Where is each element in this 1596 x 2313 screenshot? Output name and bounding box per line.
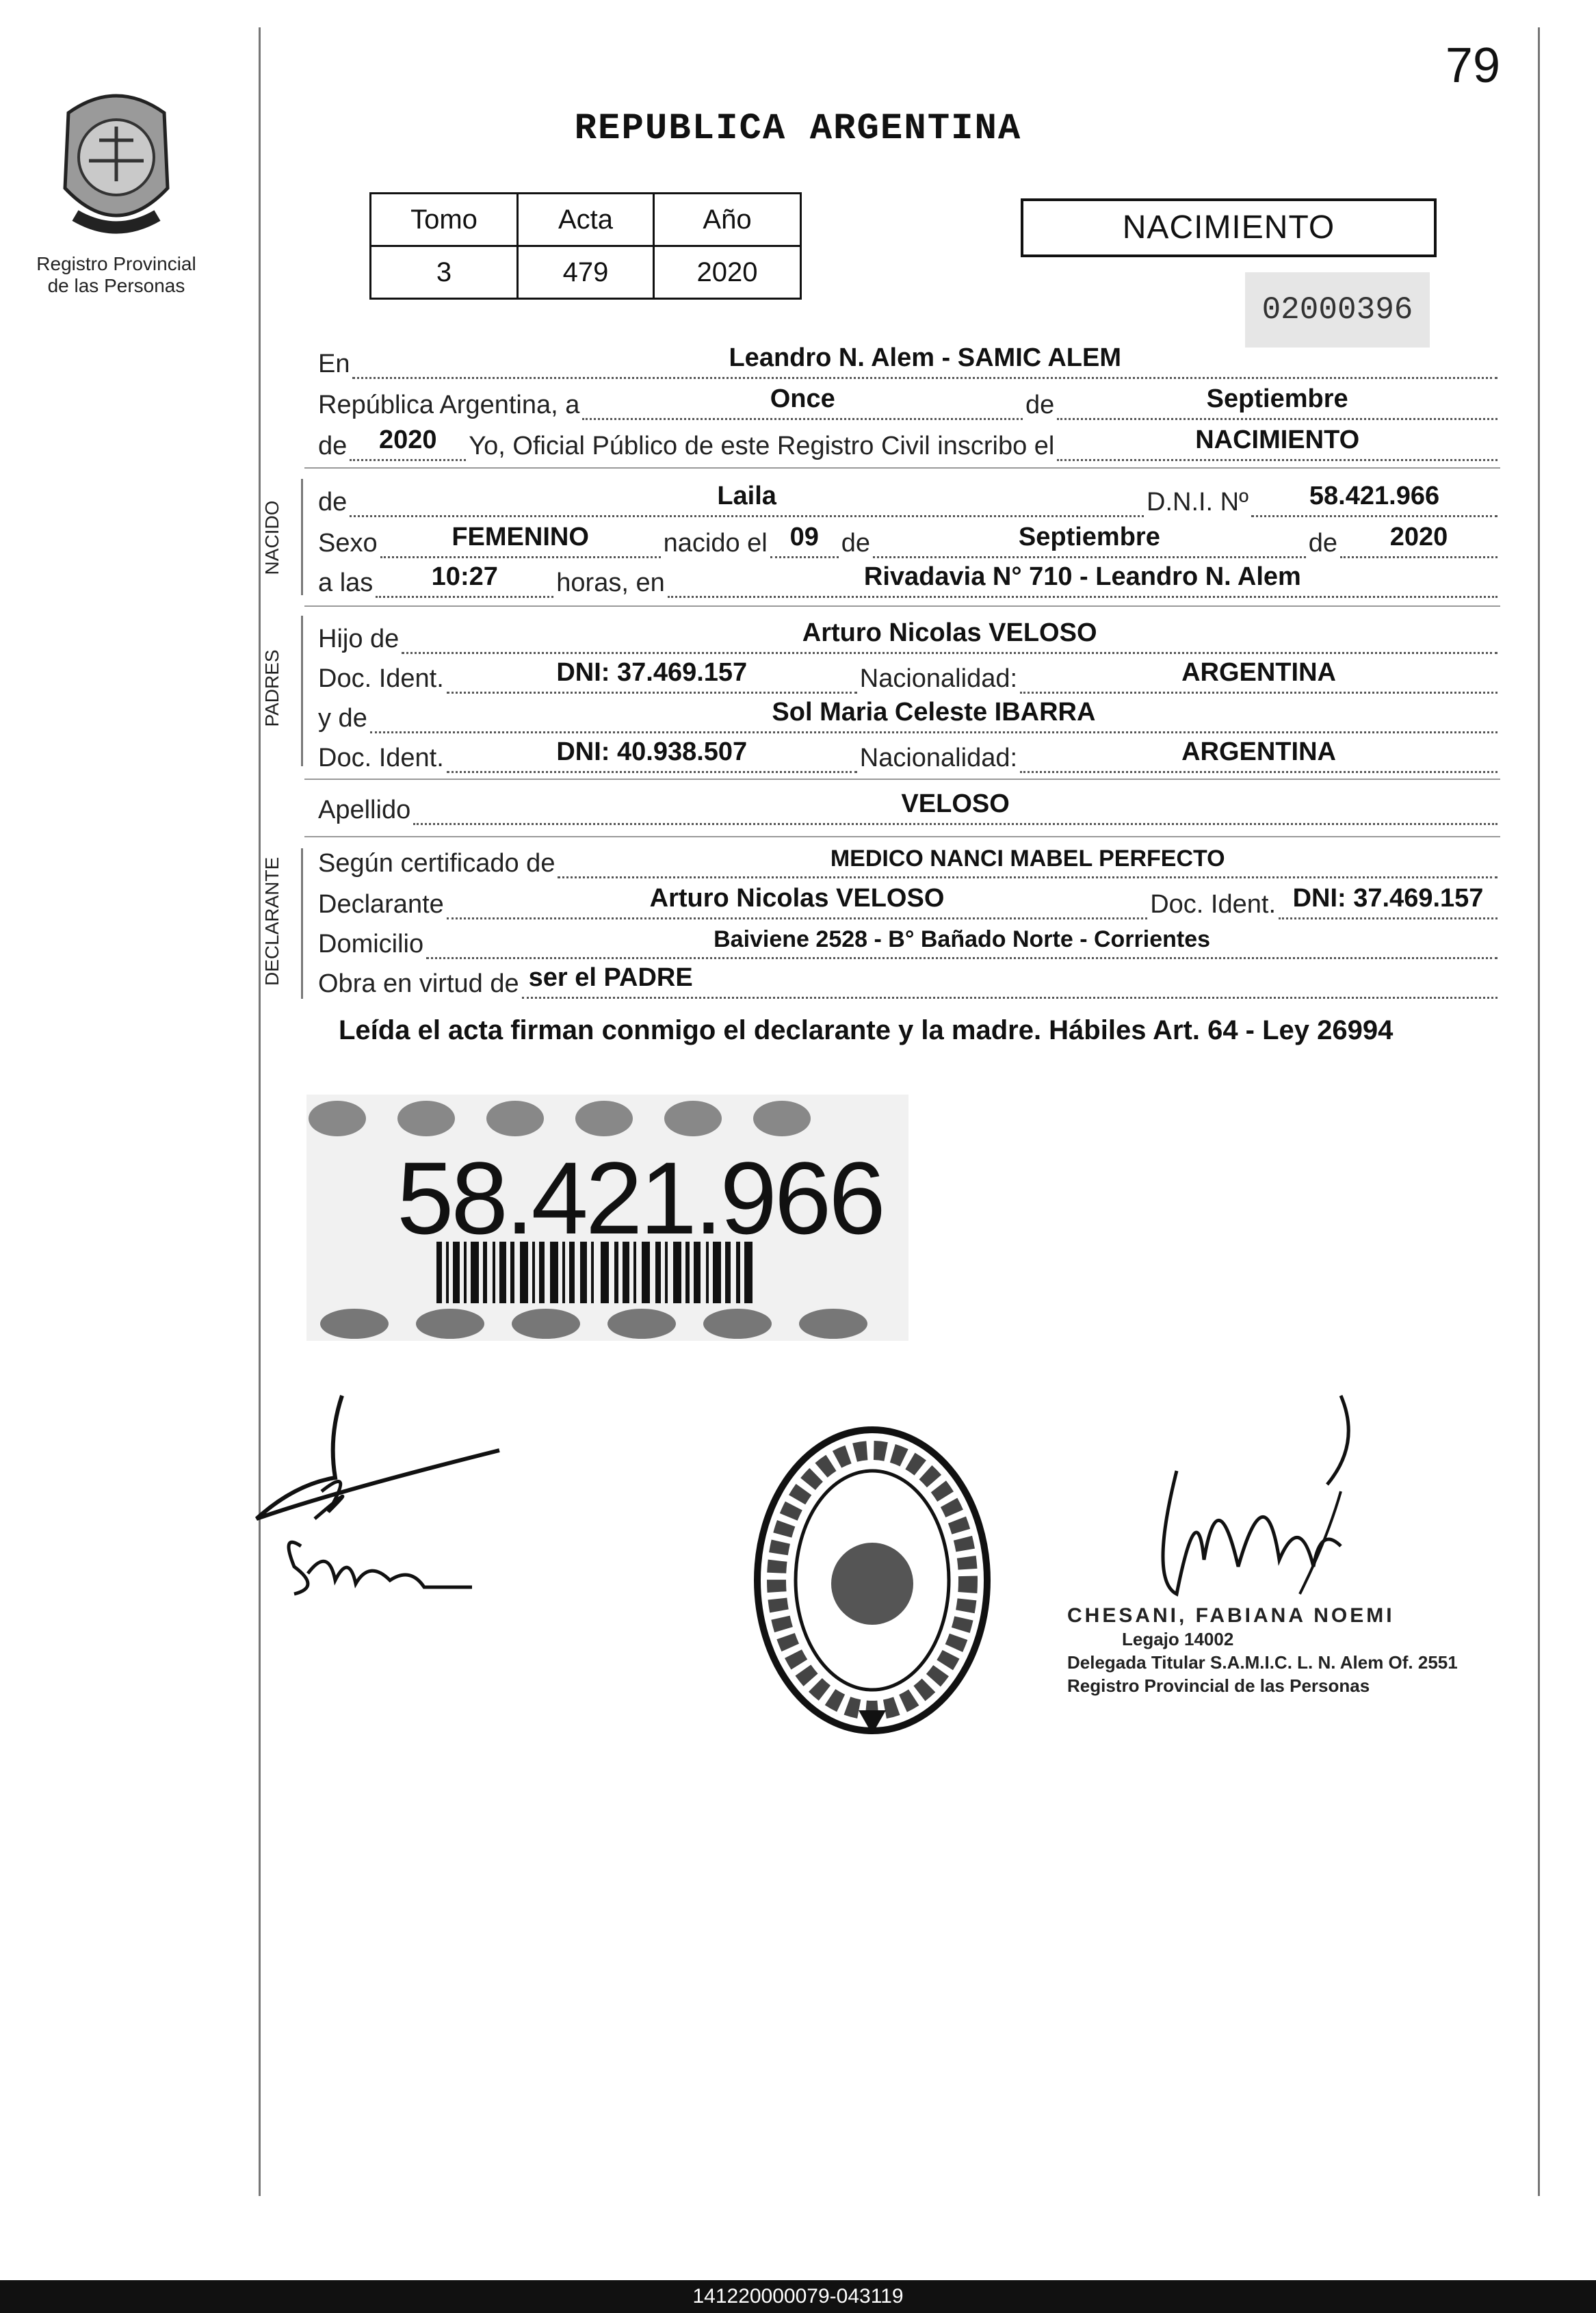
official-signature-icon	[1136, 1389, 1361, 1615]
value-anio: 2020	[654, 246, 801, 299]
separator	[304, 836, 1500, 837]
value-lugar: Leandro N. Alem - SAMIC ALEM	[729, 343, 1122, 372]
label-dni: D.N.I. Nº	[1147, 488, 1248, 517]
label-declarante: Declarante	[318, 890, 444, 919]
label-segun-cert: Según certificado de	[318, 849, 555, 878]
value-mes: Septiembre	[1018, 523, 1160, 551]
label-de: de	[1025, 391, 1055, 419]
registry-seal-icon	[749, 1423, 995, 1738]
page-number: 79	[1445, 38, 1500, 93]
label-horas-en: horas, en	[556, 569, 665, 597]
left-margin-line	[259, 27, 261, 2196]
official-stamp	[1067, 1604, 1458, 1697]
row-domicilio	[318, 921, 1500, 959]
row-certificado	[318, 840, 1500, 878]
label-de: de	[318, 488, 348, 517]
label-de: de	[841, 529, 871, 558]
value-declarante: Arturo Nicolas VELOSO	[649, 884, 945, 913]
header-acta: Acta	[518, 194, 654, 246]
label-hijo-de: Hijo de	[318, 625, 400, 653]
value-acta: 479	[518, 246, 654, 299]
value-sexo: FEMENINO	[452, 523, 589, 551]
label-doc-ident: Doc. Ident.	[1150, 890, 1276, 919]
value-domicilio-decl: Baiviene 2528 - B° Bañado Norte - Corrientes	[714, 926, 1211, 952]
label-en: En	[318, 350, 350, 378]
sticker-dni-number: 58.421.966	[397, 1140, 883, 1255]
label-doc-ident: Doc. Ident.	[318, 664, 444, 693]
value-declarante-doc: DNI: 37.469.157	[1292, 884, 1484, 913]
value-hora: 10:27	[431, 562, 498, 591]
label-domicilio: Domicilio	[318, 930, 424, 958]
section-label-declarante: DECLARANTE	[261, 857, 283, 986]
value-tomo: 3	[371, 246, 518, 299]
row-nombre	[318, 479, 1500, 517]
declarant-signature-icon	[253, 1382, 506, 1615]
value-madre-nac: ARGENTINA	[1181, 737, 1336, 766]
official-name: CHESANI, FABIANA NOEMI	[1067, 1604, 1395, 1627]
row-madre-doc	[318, 735, 1500, 773]
value-mes-letras: Septiembre	[1206, 384, 1348, 413]
separator	[304, 605, 1500, 607]
control-number: 02000396	[1245, 272, 1430, 348]
row-padre	[318, 616, 1500, 654]
label-nacionalidad: Nacionalidad:	[859, 664, 1018, 693]
value-dni: 58.421.966	[1309, 482, 1440, 510]
value-madre: Sol Maria Celeste IBARRA	[772, 698, 1096, 727]
document-title: REPUBLICA ARGENTINA	[574, 108, 1022, 150]
value-tipo: NACIMIENTO	[1195, 426, 1360, 454]
label-de: de	[1308, 529, 1337, 558]
label-nacido-el: nacido el	[663, 529, 768, 558]
act-type-box: NACIMIENTO	[1021, 198, 1437, 257]
value-certificado: MEDICO NANCI MABEL PERFECTO	[830, 846, 1225, 872]
section-bar-nacido	[301, 479, 303, 595]
section-bar-declarante	[301, 848, 303, 999]
row-lugar	[318, 341, 1500, 379]
footer-code: 141220000079-043119	[0, 2280, 1596, 2313]
section-label-nacido: NACIDO	[261, 500, 283, 575]
value-madre-doc: DNI: 40.938.507	[556, 737, 748, 766]
row-apellido	[318, 787, 1500, 825]
row-madre	[318, 695, 1500, 733]
header-anio: Año	[654, 194, 801, 246]
official-office: Registro Provincial de las Personas	[1067, 1675, 1370, 1696]
row-anio	[318, 423, 1500, 461]
value-nombre: Laila	[717, 482, 776, 510]
row-hora	[318, 560, 1500, 598]
value-obra: ser el PADRE	[528, 963, 693, 992]
label-de: de	[318, 432, 348, 460]
value-padre-doc: DNI: 37.469.157	[556, 658, 748, 687]
label-apellido: Apellido	[318, 796, 411, 824]
row-padre-doc	[318, 655, 1500, 694]
value-dia-letras: Once	[770, 384, 835, 413]
value-padre-nac: ARGENTINA	[1181, 658, 1336, 687]
label-obra: Obra en virtud de	[318, 969, 519, 998]
separator	[304, 779, 1500, 780]
section-label-padres: PADRES	[261, 649, 283, 727]
registry-table	[369, 192, 802, 300]
closing-text: Leída el acta firman conmigo el declarante y la madre. Hábiles Art. 64 - Ley 26994	[339, 1015, 1394, 1045]
section-bar-padres	[301, 616, 303, 766]
value-padre: Arturo Nicolas VELOSO	[802, 618, 1097, 647]
label-nacionalidad: Nacionalidad:	[859, 744, 1018, 772]
label-y-de: y de	[318, 704, 367, 733]
label-sexo: Sexo	[318, 529, 378, 558]
value-anio: 2020	[379, 426, 437, 454]
separator	[304, 467, 1500, 469]
value-dia: 09	[789, 523, 819, 551]
logo-caption-1: Registro Provincial	[36, 253, 196, 274]
row-declarante	[318, 881, 1500, 919]
value-domicilio-nac: Rivadavia N° 710 - Leandro N. Alem	[863, 562, 1301, 591]
logo-caption-2: de las Personas	[47, 275, 185, 296]
official-role: Delegada Titular S.A.M.I.C. L. N. Alem Of. 2551	[1067, 1652, 1458, 1673]
label-republica: República Argentina, a	[318, 391, 580, 419]
label-a-las: a las	[318, 569, 374, 597]
header-tomo: Tomo	[371, 194, 518, 246]
label-doc-ident: Doc. Ident.	[318, 744, 444, 772]
value-apellido: VELOSO	[901, 789, 1010, 818]
label-yo-oficial: Yo, Oficial Público de este Registro Civil inscribo el	[469, 432, 1055, 460]
official-legajo: Legajo 14002	[1122, 1629, 1234, 1649]
value-anio-nac: 2020	[1389, 523, 1448, 551]
row-sexo	[318, 520, 1500, 558]
row-fecha	[318, 382, 1500, 420]
right-margin-line	[1538, 27, 1540, 2196]
row-obra	[318, 961, 1500, 999]
